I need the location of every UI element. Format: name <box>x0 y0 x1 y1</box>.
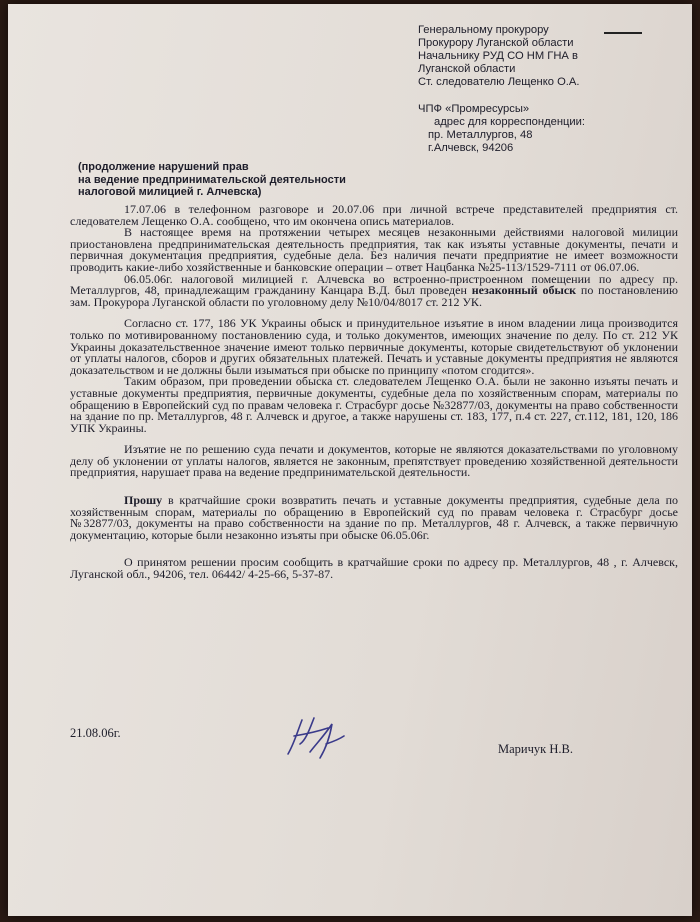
subject-line: налоговой милицией г. Алчевска) <box>78 186 262 198</box>
paragraph-4: Согласно ст. 177, 186 УК Украины обыск и принудительное изъятие в ином владении лица производится только по мотивированному постановлению суда, и только документов, имеющих значение по делу. По ст. 212 УК Украины доказательственное значение имеют только первичные документы, которые свидетельствуют об уклонении от уплаты налогов, сборов и других обязательных платежей. Печать и уставные документы предприятия не являются доказательством и не должны были изыматься при обыске по принципу «потом сгодится». <box>70 316 678 377</box>
addressee-line: Начальнику РУД СО НМ ГНА в <box>418 50 578 62</box>
paragraph-3: 06.05.06г. налоговой милицией г. Алчевска во встроенно-пристроенном помещении по адресу пр. Металлургов, 48, принадлежащим гражданину Канцара В.Д. был проведен незаконный обыск по постановлению зам. Прокурора Луганской области по уголовному делу №10/04/8017 ст. 212 УК. <box>70 271 678 309</box>
request-word: Прошу <box>124 493 163 508</box>
paragraph-5: Таким образом, при проведении обыска ст. следователем Лещенко О.А. были не законно изъяты печать и уставные документы предприятия, первичные документы, судебные дела по хозяйственным спорам, материалы по обращению в Европейский суд по правам человека г. Страсбург досье №32877/03, документы на право собственности на здание по пр. Металлургов, 48 г. Алчевск и другое, а также нарушены ст. 183, 177, п.4 ст. 227, ст.112, 181, 120, 186 УПК Украины. <box>70 374 678 435</box>
signer-name: Маричук Н.В. <box>498 742 573 756</box>
subject-block <box>78 161 438 199</box>
paragraph-7: Прошу в кратчайшие сроки возвратить печать и уставные документы предприятия, судебные дела по хозяйственным спорам, материалы по обращению в Европейский суд по правам человека г. Страсбург досье №32877/03, документы на право собственности на здание по пр. Металлургов, 48 г. Алчевск, а также первичную документацию, которые были незаконно изъяты при обыске 06.05.06г. <box>70 493 678 542</box>
letter-body <box>70 204 678 581</box>
subject-line: на ведение предпринимательской деятельности <box>78 173 346 186</box>
correspondence-label: адрес для корреспонденции: <box>434 116 586 128</box>
addressee-line: Генеральному прокурору <box>418 24 549 36</box>
addressee-block <box>418 24 688 155</box>
paragraph-6: Изъятие не по решению суда печати и документов, которые не являются доказательствами по уголовному делу об уклонении от уплаты налогов, является не законным, препятствует проведению хозяйственной деятельности предприятия, нарушает права на ведение предпринимательской деятельности. <box>70 442 678 480</box>
addressee-line: Луганской области <box>418 63 516 75</box>
letter-page <box>8 4 692 916</box>
paragraph-2: В настоящее время на протяжении четырех месяцев незаконными действиями налоговой милиции приостановлена предпринимательская деятельность предприятия, так как изъяты уставные документы, печати и первичная документация предприятия, судебные дела. Без наличия печати предприятие не имеет возможности проводить какие-либо хозяйственные и банковские операции – ответ Нацбанка №25-113/1529-7111 от 06.07.06. <box>70 225 678 274</box>
addressee-line: Прокурору Луганской области <box>418 37 574 49</box>
sender-street: пр. Металлургов, 48 <box>428 129 533 141</box>
sender-city: г.Алчевск, 94206 <box>428 142 514 154</box>
bold-phrase: незаконный обыск <box>471 283 577 298</box>
addressee-line: Ст. следователю Лещенко О.А. <box>418 76 580 88</box>
letter-date: 21.08.06г. <box>70 726 121 740</box>
signature-mark <box>280 714 350 762</box>
sender-org: ЧПФ «Промресурсы» <box>418 103 530 115</box>
paragraph-8: О принятом решении просим сообщить в кратчайшие сроки по адресу пр. Металлургов, 48 , г. Алчевск, Луганской обл., 94206, тел. 06442/ 4-25-66, 5-37-87. <box>70 555 678 582</box>
subject-line: (продолжение нарушений прав <box>78 161 249 173</box>
paragraph-1: 17.07.06 в телефонном разговоре и 20.07.06 при личной встрече представителей предприятия ст. следователем Лещенко О.А. сообщено, что им окончена опись материалов. <box>70 202 678 228</box>
